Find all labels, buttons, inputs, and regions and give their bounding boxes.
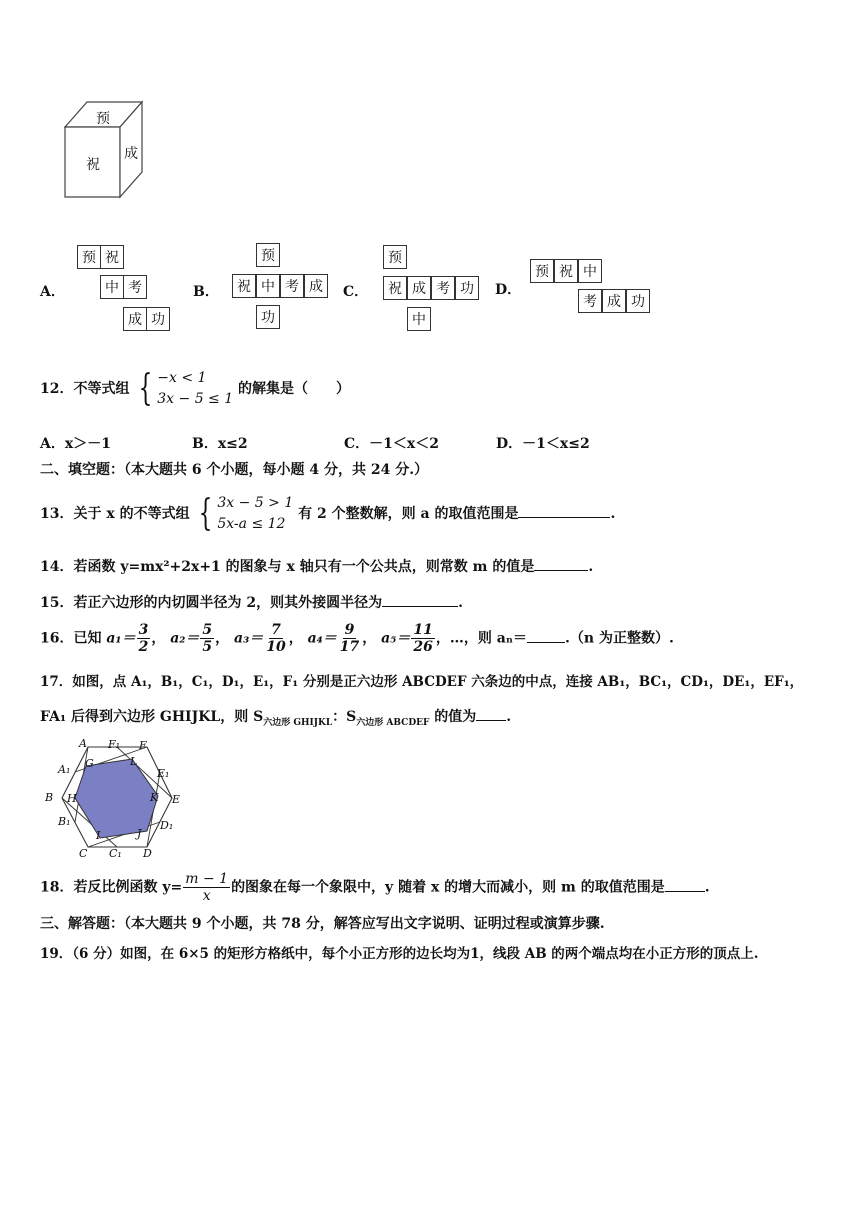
cube-front-char: 祝 xyxy=(86,157,100,173)
option-a-label: A． xyxy=(40,284,65,300)
q12-option-b: B．x≤2 xyxy=(192,436,248,452)
fraction: $\frac{m - 1}{x}$ xyxy=(185,871,229,904)
net-cell: 祝 xyxy=(232,274,256,298)
net-cell: 成 xyxy=(407,276,431,300)
net-cell: 考 xyxy=(578,289,602,313)
question-15: 15．若正六边形的内切圆半径为 2，则其外接圆半径为 . xyxy=(40,592,463,613)
net-cell: 考 xyxy=(431,276,455,300)
label-b1: B₁ xyxy=(58,815,71,828)
q12-row-1: −x < 1 xyxy=(157,370,207,386)
cube-top-char: 预 xyxy=(96,111,110,127)
fraction: $\frac{5}{5}$ xyxy=(202,622,213,655)
net-cell: 中 xyxy=(578,259,602,283)
label-f: F xyxy=(139,739,147,752)
label-b: B xyxy=(45,791,54,804)
label-j: J xyxy=(137,827,142,840)
option-c-label: C． xyxy=(343,284,369,300)
fraction: $\frac{3}{2}$ xyxy=(138,622,149,655)
net-cell: 成 xyxy=(123,307,147,331)
q13-stem: 关于 x 的不等式组 xyxy=(73,506,190,522)
label-d1: D₁ xyxy=(160,819,174,832)
net-cell: 功 xyxy=(455,276,479,300)
answer-blank xyxy=(527,628,565,643)
label-a: A xyxy=(79,737,87,750)
label-e: E xyxy=(172,793,181,806)
q12-option-a: A．x＞－1 xyxy=(40,436,111,452)
answer-blank xyxy=(534,556,588,571)
net-cell: 成 xyxy=(602,289,626,313)
answer-blank xyxy=(518,503,610,518)
question-17-line-1: 17．如图，点 A₁，B₁，C₁，D₁，E₁，F₁ 分别是正六边形 ABCDEF 六条边的中点，连接 AB₁，BC₁，CD₁，DE₁，EF₁， xyxy=(40,674,804,690)
q12-inequality-system: { −x < 1 3x − 5 ≤ 1 xyxy=(138,368,234,409)
net-cell: 中 xyxy=(100,275,124,299)
net-cell: 预 xyxy=(77,245,101,269)
q13-stem-post: 有 2 个整数解，则 a 的取值范围是 xyxy=(298,506,519,522)
net-cell: 功 xyxy=(626,289,650,313)
hexagon-figure xyxy=(40,735,190,865)
q14-stem: 14．若函数 y=mx²+2x+1 的图象与 x 轴只有一个公共点，则常数 m 的值是 xyxy=(40,559,535,575)
q13-row-1: 3x − 5 > 1 xyxy=(217,495,294,511)
q12-row-2: 3x − 5 ≤ 1 xyxy=(157,391,234,407)
q13-row-2: 5x-a ≤ 12 xyxy=(217,516,286,532)
section-2-heading: 二、填空题：（本大题共 6 个小题，每小题 4 分，共 24 分.） xyxy=(40,462,429,478)
q12-stem: 不等式组 xyxy=(73,381,130,397)
label-e1: E₁ xyxy=(157,767,170,780)
q12-stem-post: 的解集是（ ） xyxy=(238,381,351,397)
q13-number: 13． xyxy=(40,506,74,522)
net-cell: 中 xyxy=(407,307,431,331)
label-c: C xyxy=(79,847,88,860)
label-g: G xyxy=(85,757,94,770)
net-cell: 考 xyxy=(123,275,147,299)
net-cell: 预 xyxy=(530,259,554,283)
net-cell: 考 xyxy=(280,274,304,298)
answer-blank xyxy=(382,592,458,607)
option-b-label: B． xyxy=(193,284,219,300)
inner-hexagon xyxy=(75,759,158,838)
section-3-heading: 三、解答题：（本大题共 9 个小题，共 78 分，解答应写出文字说明、证明过程或演算步骤. xyxy=(40,916,605,932)
option-d-label: D． xyxy=(495,282,522,298)
label-l: L xyxy=(130,755,138,768)
q13-inequality-system: { 3x − 5 > 1 5x-a ≤ 12 xyxy=(199,493,294,534)
question-14: 14．若函数 y=mx²+2x+1 的图象与 x 轴只有一个公共点，则常数 m 的值是 . xyxy=(40,556,593,577)
net-cell: 功 xyxy=(146,307,170,331)
net-cell: 中 xyxy=(256,274,280,298)
fraction: $\frac{11}{26}$ xyxy=(413,622,433,655)
q16-number: 16．已知 xyxy=(40,630,102,647)
label-h: H xyxy=(67,792,77,805)
net-cell: 功 xyxy=(256,305,280,329)
cube-side-char: 成 xyxy=(124,146,138,162)
q12-option-d: D．－1＜x≤2 xyxy=(496,436,590,452)
answer-blank xyxy=(665,877,705,892)
label-i: I xyxy=(96,829,101,842)
question-17-line-2: FA₁ 后得到六边形 GHIJKL，则 $S_{六边形 GHIJKL}$：$S_{六边形 ABCDEF}$ 的值为 . xyxy=(40,706,511,733)
label-c1: C₁ xyxy=(109,847,122,860)
question-16: 16．已知 a₁＝ $\frac{3}{2}$ ， a₂＝ $\frac{5}{5}$ ， a₃＝ $\frac{7}{10}$ ， a₄＝ $\frac{9}{17}$ ， a₅＝ $\frac{11}{26}$ ，…，则 aₙ＝ .（n 为正整数）. xyxy=(40,622,674,655)
q12-number: 12． xyxy=(40,381,74,397)
question-13: 13．关于 x 的不等式组 { 3x − 5 > 1 5x-a ≤ 12 有 2 个整数解，则 a 的取值范围是 . xyxy=(40,493,616,534)
question-12 xyxy=(40,368,350,410)
net-cell: 祝 xyxy=(554,259,578,283)
net-cell: 祝 xyxy=(383,276,407,300)
net-cell: 成 xyxy=(304,274,328,298)
net-cell: 预 xyxy=(256,243,280,267)
fraction: $\frac{9}{17}$ xyxy=(339,622,360,655)
question-19: 19．（6 分）如图，在 6×5 的矩形方格纸中，每个小正方形的边长均为1，线段 AB 的两个端点均在小正方形的顶点上. xyxy=(40,946,759,962)
label-f1: F₁ xyxy=(108,738,121,751)
net-cell: 祝 xyxy=(100,245,124,269)
label-d: D xyxy=(143,847,152,860)
answer-blank xyxy=(476,706,506,721)
q12-option-c: C．－1＜x＜2 xyxy=(344,436,439,452)
label-k: K xyxy=(150,791,159,804)
q15-stem: 15．若正六边形的内切圆半径为 2，则其外接圆半径为 xyxy=(40,595,383,611)
question-18: 18．若反比例函数 y= $\frac{m - 1}{x}$ 的图象在每一个象限中，y 随着 x 的增大而减小，则 m 的取值范围是 . xyxy=(40,871,710,904)
net-cell: 预 xyxy=(383,245,407,269)
fraction: $\frac{7}{10}$ xyxy=(266,622,286,655)
label-a1: A₁ xyxy=(58,763,71,776)
